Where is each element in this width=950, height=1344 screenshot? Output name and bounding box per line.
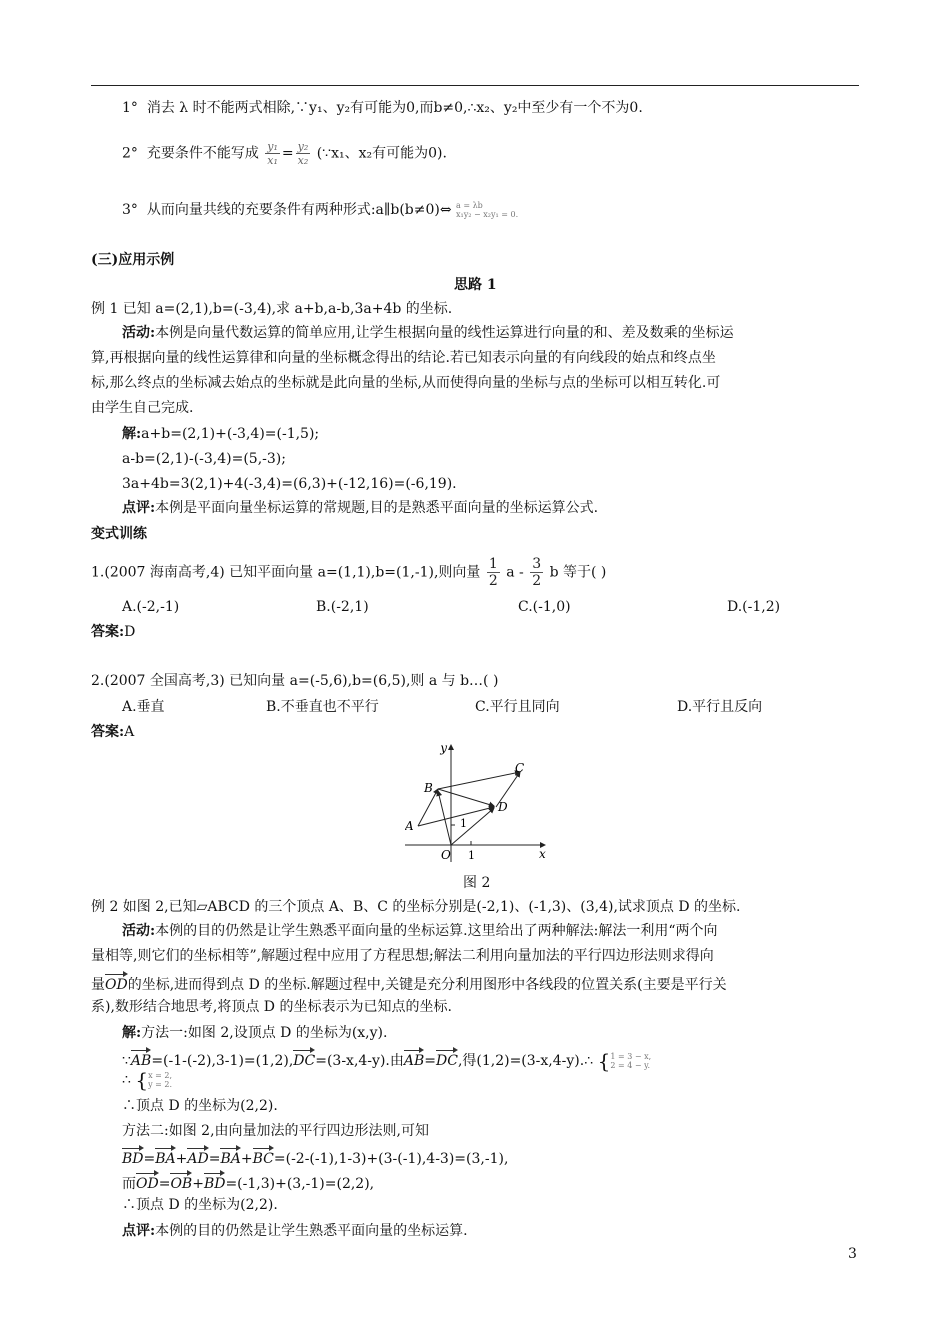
- fraction-y2-x2: $\frac{\text{y₂}}{\text{x₂}}$: [297, 140, 309, 167]
- fraction-one-half: $\frac{1}{2}$: [488, 556, 498, 589]
- parallelogram-figure: [405, 742, 550, 867]
- example-2-method-2-line: 而OD=OB+BD=(-1,3)+(3,-1)=(2,2),: [122, 1170, 374, 1194]
- question-2-option: B.不垂直也不平行: [266, 699, 379, 715]
- example-2-method-1-line: ∴ { x = 2, y = 2.: [122, 1068, 173, 1092]
- question-1-option: B.(-2,1): [316, 599, 369, 615]
- example-2-method-1-result: ∴顶点 D 的坐标为(2,2).: [122, 1098, 278, 1114]
- note-3: 3° 从而向量共线的充要条件有两种形式:a∥b(b≠0)⇔ a = λb x₁y₂ − x₂y₁ = 0.: [122, 201, 519, 219]
- example-1-solution-line: 3a+4b=3(2,1)+4(-3,4)=(6,3)+(-12,16)=(-6,19).: [122, 476, 457, 492]
- note-1: 1° 消去 λ 时不能两式相除,∵y₁、y₂有可能为0,而b≠0,∴x₂、y₂中至少有一个不为0.: [122, 100, 643, 116]
- question-1-stem: 1.(2007 海南高考,4) 已知平面向量 a=(1,1),b=(1,-1),则向量 $\frac{1}{2}$ a - $\frac{3}{2}$ b 等于( ): [91, 556, 607, 589]
- example-1-comment: 点评:本例是平面向量坐标运算的常规题,目的是熟悉平面向量的坐标运算公式.: [122, 500, 599, 516]
- example-2-activity-line: 量OD的坐标,进而得到点 D 的坐标.解题过程中,关键是充分利用图形中各线段的位置关系(主要是平行关: [91, 971, 727, 995]
- page-number: 3: [848, 1246, 857, 1262]
- fraction-y1-x1: $\frac{\text{y₁}}{\text{x₁}}$: [267, 140, 278, 167]
- example-2-method-1-line: ∵AB=(-1-(-2),3-1)=(1,2),DC=(3-x,4-y).由AB=DC,得(1,2)=(3-x,4-y).∴ { 1 = 3 − x, 2 = 4 − y.: [122, 1049, 652, 1073]
- example-1-title: 例 1 已知 a=(2,1),b=(-3,4),求 a+b,a-b,3a+4b 的坐标.: [91, 301, 453, 317]
- vector-OD: [451, 808, 494, 845]
- example-2-method-2-line: BD=BA+AD=BA+BC=(-2-(-1),1-3)+(3-(-1),4-3)=(3,-1),: [122, 1145, 508, 1169]
- question-2-option: A.垂直: [122, 699, 165, 715]
- y-unit-label: 1: [460, 817, 467, 830]
- vector-BD: [438, 789, 494, 806]
- example-1-activity-line: 由学生自己完成.: [91, 400, 194, 416]
- x-unit-label: 1: [468, 849, 475, 862]
- equation-system-2: x = 2, y = 2.: [148, 1071, 173, 1089]
- note-2: 2° 充要条件不能写成 $\frac{\text{y₁}}{\text{x₁}}$ = $\frac{\text{y₂}}{\text{x₂}}$ (∵x₁、x₂有可能为0).: [122, 140, 447, 167]
- question-1-option: C.(-1,0): [518, 599, 571, 615]
- example-2-activity-line: 活动:本例的目的仍然是让学生熟悉平面向量的坐标运算.这里给出了两种解法:解法一利用“两个向: [122, 923, 718, 939]
- point-A-label: A: [405, 819, 414, 833]
- example-1-activity-line: 算,再根据向量的线性运算律和向量的坐标概念得出的结论.若已知表示向量的有向线段的始点和终点坐: [91, 350, 716, 366]
- question-2-answer: 答案:A: [91, 724, 135, 740]
- example-2-method-1-intro: 解:方法一:如图 2,设顶点 D 的坐标为(x,y).: [122, 1025, 388, 1041]
- vector-BC: [438, 772, 520, 789]
- point-D-label: D: [498, 800, 508, 814]
- point-B-label: B: [424, 781, 433, 795]
- example-2-activity-line: 量相等,则它们的坐标相等”,解题过程中应用了方程思想;解法二利用向量加法的平行四边形法则求得向: [91, 948, 714, 964]
- section-title: (三)应用示例: [91, 252, 175, 268]
- example-1-solution-line: 解:a+b=(2,1)+(-3,4)=(-1,5);: [122, 426, 320, 442]
- question-1-option: D.(-1,2): [727, 599, 781, 615]
- idea-title: 思路 1: [454, 277, 497, 293]
- example-2-method-2-result: ∴顶点 D 的坐标为(2,2).: [122, 1197, 278, 1213]
- question-2-option: C.平行且同向: [475, 699, 560, 715]
- example-1-activity-line: 标,那么终点的坐标减去始点的坐标就是此向量的坐标,从而使得向量的坐标与点的坐标可以相互转化.可: [91, 375, 721, 391]
- vector-AD: [418, 807, 494, 826]
- question-1-option: A.(-2,-1): [122, 599, 180, 615]
- example-1-activity-line: 活动:本例是向量代数运算的简单应用,让学生根据向量的线性运算进行向量的和、差及数乘的坐标运: [122, 325, 734, 341]
- figure-caption: 图 2: [463, 875, 491, 891]
- x-axis-label: x: [539, 847, 546, 861]
- point-C-label: C: [515, 761, 525, 775]
- question-2-option: D.平行且反向: [677, 699, 763, 715]
- origin-label: O: [441, 848, 451, 862]
- example-2-method-2-intro: 方法二:如图 2,由向量加法的平行四边形法则,可知: [122, 1123, 429, 1139]
- fraction-three-halves: $\frac{3}{2}$: [532, 556, 542, 589]
- example-1-solution-line: a-b=(2,1)-(-3,4)=(5,-3);: [122, 451, 286, 467]
- vector-OD-symbol: OD: [105, 971, 128, 995]
- example-2-activity-line: 系),数形结合地思考,将顶点 D 的坐标表示为已知点的坐标.: [91, 999, 452, 1015]
- question-2-stem: 2.(2007 全国高考,3) 已知向量 a=(-5,6),b=(6,5),则 a 与 b…( ): [91, 673, 499, 689]
- y-axis-label: y: [440, 742, 447, 755]
- small-condition-system: a = λb x₁y₂ − x₂y₁ = 0.: [456, 201, 519, 219]
- equation-system-1: 1 = 3 − x, 2 = 4 − y.: [610, 1052, 652, 1070]
- question-1-answer: 答案:D: [91, 624, 136, 640]
- header-rule: [91, 85, 859, 86]
- example-2-title: 例 2 如图 2,已知▱ABCD 的三个顶点 A、B、C 的坐标分别是(-2,1)、(-1,3)、(3,4),试求顶点 D 的坐标.: [91, 899, 741, 915]
- example-2-comment: 点评:本例的目的仍然是让学生熟悉平面向量的坐标运算.: [122, 1223, 468, 1239]
- variant-title: 变式训练: [91, 526, 147, 542]
